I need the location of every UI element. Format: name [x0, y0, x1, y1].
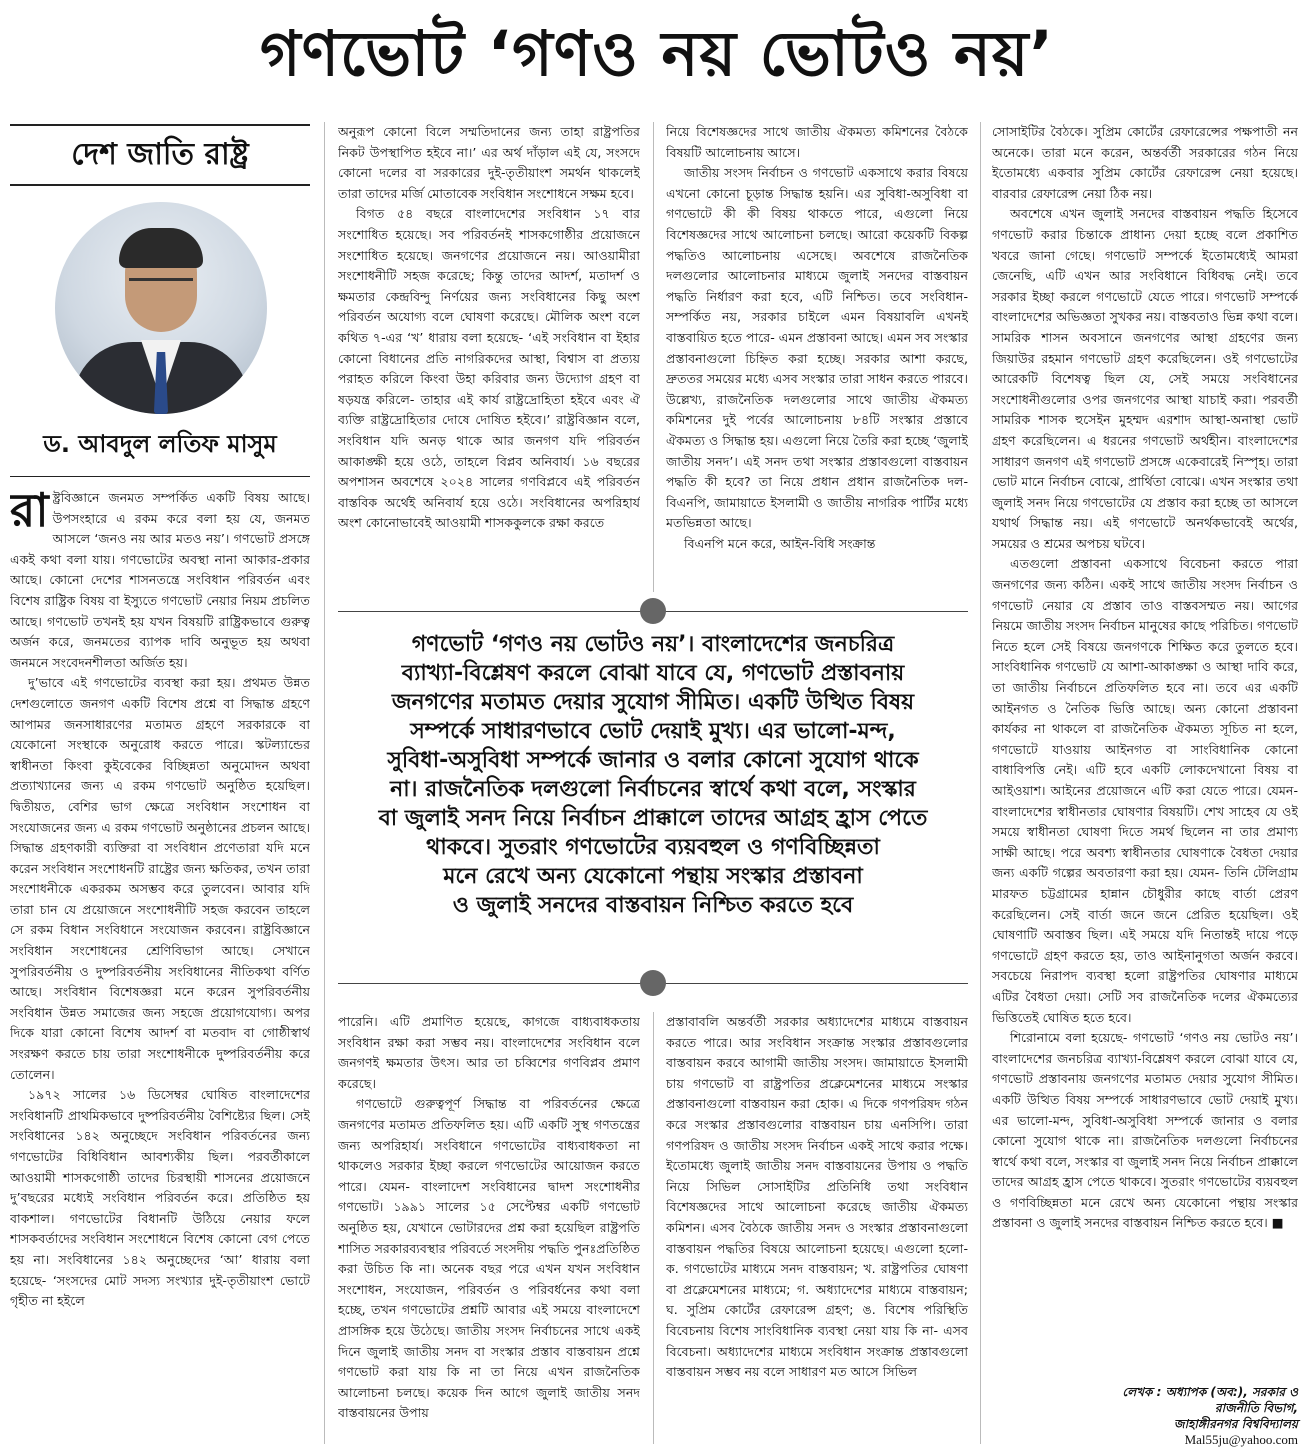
- col1-paragraph-1: ষ্ট্রবিজ্ঞানে জনমত সম্পর্কিত একটি বিষয় আছে। উপসংহারে এ রকম করে বলা হয় যে, জনমত আসলে ‘জনও নয় আর মতও নয়’। গণভোট প্রসঙ্গে একই কথা বলা যায়। গণভোটের অবস্থা নানা আকার-প্রকার আছে। কোনো দেশের শাসনতন্ত্রে সংবিধান পরিবর্তন এবং বিশেষ রাষ্ট্রিক বিষয় বা ইস্যুতে গণভোট নেয়ার নিয়ম প্রচলিত আছে। গণভোট তখনই হয় যখন বিষয়টি রাষ্ট্রিকভাবে গুরুত্ব অর্জন করে, জনমতের ব্যাপক দাবি অনুভূত হয় অথবা জনমনে সংবেদনশীলতা অর্জিত হয়।: [10, 490, 310, 670]
- pullquote-line: না। রাজনৈতিক দলগুলো নির্বাচনের স্বার্থে কথা বলে, সংস্কার: [390, 777, 916, 802]
- column-3-top: [666, 122, 968, 588]
- author-email: Mal55ju@yahoo.com: [1184, 1432, 1298, 1447]
- pullquote-line: ব্যাখ্যা-বিশ্লেষণ করলে বোঝা যাবে যে, গণভোট প্রস্তাবনায়: [401, 661, 905, 686]
- col4-paragraph-1: সোসাইটির বৈঠকে। সুপ্রিম কোর্টের রেফারেন্সের পক্ষপাতী নন অনেকে। তারা মনে করেন, অন্তর্বর্তী সরকারের গঠন নিয়ে ইতোমধ্যে একবার সুপ্রিম কোর্টের রেফারেন্স নেয়া হয়েছে। বারবার রেফারেন্স নেয়া ঠিক নয়।: [992, 124, 1298, 201]
- col2-top-paragraph-1: অনুরূপ কোনো বিলে সম্মতিদানের জন্য তাহা রাষ্ট্রপতির নিকট উপস্থাপিত হইবে না।’ এর অর্থ দাঁড়াল এই যে, সংসদে কোনো দলের বা সরকারের দুই-তৃতীয়াংশ সমর্থন থাকলেই তারা তাদের মর্জি মোতাবেক সংবিধান সংশোধনে সক্ষম হবে।: [338, 124, 640, 201]
- pullquote-line: সম্পর্কে সাধারণভাবে ভোট দেয়াই মুখ্য। এর ভালো-মন্দ,: [410, 719, 896, 744]
- drop-cap: রা: [10, 488, 49, 537]
- section-rule-bottom: [10, 184, 310, 186]
- column-4: [992, 122, 1298, 1380]
- col2-bottom-paragraph-1: পারেনি। এটি প্রমাণিত হয়েছে, কাগজে বাধ্যবাধকতায় সংবিধান রক্ষা করা সম্ভব নয়। বাংলাদেশের সংবিধান বলে জনগণই ক্ষমতার উৎস। আর তা চব্বিশের গণবিপ্লব প্রমাণ করেছে।: [338, 1014, 640, 1091]
- column-divider-3: [980, 122, 981, 1444]
- pullquote-line: গণভোট ‘গণও নয় ভোটও নয়’। বাংলাদেশের জনচরিত্র: [411, 632, 895, 657]
- col3-top-paragraph-1: নিয়ে বিশেষজ্ঞদের সাথে জাতীয় ঐকমত্য কমিশনের বৈঠকে বিষয়টি আলোচনায় আসে।: [666, 124, 968, 160]
- col4-paragraph-4: শিরোনামে বলা হয়েছে- গণভোট ‘গণও নয় ভোটও নয়’। বাংলাদেশের জনচরিত্র ব্যাখ্যা-বিশ্লেষণ করলে বোঝা যাবে যে, গণভোট প্রস্তাবনায় জনগণের মতামত দেয়ার সুযোগ সীমিত। একটি উত্থিত বিষয় সম্পর্কে সাধারণভাবে ভোট দেয়াই মুখ্য। এর ভালো-মন্দ, সুবিধা-অসুবিধা সম্পর্কে জানার ও বলার কোনো সুযোগ থাকে না। রাজনৈতিক দলগুলো নির্বাচনের স্বার্থে কথা বলে, সংস্কার বা জুলাই সনদ নিয়ে নির্বাচন প্রাক্কালে তাদের আগ্রহ হ্রাস পেতে থাকবে। সুতরাং গণভোটের ব্যয়বহুল ও গণবিচ্ছিন্নতা মনে রেখে অন্য যেকোনো পন্থায় সংস্কার প্রস্তাবনা ও জুলাই সনদের বাস্তবায়ন নিশ্চিত করতে হবে। ■: [992, 1030, 1298, 1231]
- column-divider-1: [324, 122, 325, 1444]
- column-divider-2-bottom: [653, 1012, 654, 1444]
- author-name: ড. আবদুল লতিফ মাসুম: [43, 430, 277, 458]
- headline: গণভোট ‘গণও নয় ভোটও নয়’: [259, 17, 1054, 90]
- col2-bottom-paragraph-2: গণভোটে গুরুত্বপূর্ণ সিদ্ধান্ত বা পরিবর্তনের ক্ষেত্রে জনগণের মতামত প্রতিফলিত হয়। এটি একটি সুস্থ গণতন্ত্রের জন্য অপরিহার্য। সংবিধানে গণভোটের বাধ্যবাধকতা না থাকলেও সরকার ইচ্ছা করলে গণভোটের আয়োজন করতে পারে। যেমন- বাংলাদেশ সংবিধানের দ্বাদশ সংশোধনীর গণভোট। ১৯৯১ সালের ১৫ সেপ্টেম্বর একটি গণভোট অনুষ্ঠিত হয়, যেখানে ভোটারদের প্রশ্ন করা হয়েছিল রাষ্ট্রপতি শাসিত সরকারব্যবস্থার পরিবর্তে সংসদীয় পদ্ধতি পুনঃপ্রতিষ্ঠিত করা উচিত কি না। অনেক বছর পরে এখন যখন সংবিধান সংশোধন, সংযোজন, পরিবর্তন ও পরিবর্ধনের কথা বলা হচ্ছে, তখন গণভোটের প্রশ্নটি আবার এই সময়ে বাংলাদেশে প্রাসঙ্গিক হয়ে উঠেছে। জাতীয় সংসদ নির্বাচনের সাথে একই দিনে জুলাই জাতীয় সনদ বা সংস্কার প্রস্তাব বাস্তবায়ন প্রশ্নে গণভোট করা যায় কি না তা নিয়ে এখন রাজনৈতিক আলোচনা চলছে। কয়েক দিন আগে জুলাই জাতীয় সনদ বাস্তবায়নের উপায়: [338, 1096, 640, 1421]
- column-divider-2-top: [653, 122, 654, 592]
- pullquote-line: জনগণের মতামত দেয়ার সুযোগ সীমিত। একটি উত্থিত বিষয়: [391, 690, 915, 715]
- column-3-bottom: [666, 1012, 968, 1444]
- col4-paragraph-3: এতগুলো প্রস্তাবনা একসাথে বিবেচনা করতে পারা জনগণের জন্য কঠিন। একই সাথে জাতীয় সংসদ নির্বাচন ও গণভোট নেয়ার যে প্রস্তাব তাও বাস্তবসম্মত নয়। আগের নিয়মে জাতীয় সংসদ নির্বাচন মানুষের কাছে পরিচিত। গণভোট নিতে হলে সেই বিষয়ে জনগণকে শিক্ষিত করে তুলতে হবে। সাংবিধানিক গণভোট যে আশা-আকাঙ্ক্ষা ও আস্থা দাবি করে, তা জাতীয় নির্বাচনে প্রতিফলিত হবে না। তবে এর একটি আইনগত ও নৈতিক ভিত্তি আছে। অন্য কোনো প্রস্তাবনা কার্যকর না থাকলে বা রাজনৈতিক ঐকমত্য সূচিত না হলে, গণভোটে যাওয়ায় আইনগত বা সাংবিধানিক কোনো বাধাবিপত্তি নেই। এটি হবে একটি লোকদেখানো বিষয় বা আইওয়াশ। আইনের প্রয়োজনে এটি করা যেতে পারে। যেমন- বাংলাদেশের স্বাধীনতার ঘোষণার বিষয়টি। শেখ সাহেব যে ওই সময়ে স্বাধীনতা ঘোষণা দিতে সমর্থ ছিলেন না তার প্রমাণ্য সাক্ষী আছে। পরে অবশ্য স্বাধীনতার ঘোষণাকে বৈধতা দেয়ার জন্য একটি গল্পের অবতারণা করা হয়। যেমন- তিনি টেলিগ্রাম মারফত চট্টগ্রামের হান্নান চৌধুরীর কাছে বার্তা প্রেরণ করেছিলেন। সেই বার্তা জনে জনে প্রেরিত হয়েছিল। ওই ঘোষণাটি অবাস্তব ছিল। এই সময়ে যদি নিতান্তই দায়ে পড়ে গণভোটে গ্রহণ করতে হয়, তাও আইনানুগতা অর্জন করবে। সবচেয়ে নিরাপদ ব্যবস্থা হলো রাষ্ট্রপতির ঘোষণার মাধ্যমে এটির বৈধতা দেয়া। সেটি সব রাজনৈতিক দলের ঐকমত্যের ভিত্তিতেই ঘোষিত হতে হবে।: [992, 556, 1298, 1025]
- col1-paragraph-2: দু’ভাবে এই গণভোটের ব্যবস্থা করা হয়। প্রথমত উন্নত দেশগুলোতে জনগণ একটি বিশেষ প্রশ্নে বা সিদ্ধান্ত গ্রহণে আপামর জনসাধারণের মতামত গ্রহণে সরকারকে বা যেকোনো সংস্থাকে অনুরোধ করতে পারে। স্কটল্যান্ডের স্বাধীনতা কিংবা কুইবেকের বিচ্ছিন্নতা অনুমোদন অথবা প্রত্যাখ্যানের জন্য এ রকম গণভোট অনুষ্ঠিত হয়েছিল। দ্বিতীয়ত, বেশির ভাগ ক্ষেত্রে সংবিধান সংশোধন বা সংযোজনের জন্য এ রকম গণভোট অনুষ্ঠানের প্রচলন আছে। সিদ্ধান্ত গ্রহণকারী ব্যক্তিরা বা সংবিধান প্রণেতারা যদি মনে করেন সংবিধান সংশোধনটি রাষ্ট্রের জন্য ক্ষতিকর, তখন তারা সংশোধনীকে একরকম অসম্ভব করে তুলবেন। আবার যদি তারা চান যে প্রয়োজনে সংশোধনীটি সহজ করবেন তাহলে সে রকম বিধান সংবিধানে সংযোজন করবেন। রাষ্ট্রবিজ্ঞানে সংবিধান সংশোধনের শ্রেণিবিভাগ আছে। সেখানে সুপরিবর্তনীয় ও দুষ্পরিবর্তনীয় সংবিধানের নীতিকথা বর্ণিত আছে। সংবিধান বিশেষজ্ঞরা মনে করেন সুপরিবর্তনীয় সংবিধান উন্নত সমাজের জন্য সহজে প্রয়োগযোগ্য। অপর দিকে যারা কোনো বিশেষ আদর্শ বা মতবাদ বা গোষ্ঠীস্বার্থ সংরক্ষণ করতে চায় তারা সংশোধনীকে দুষ্পরিবর্তনীয় করে তোলেন।: [10, 675, 310, 1082]
- column-2-top: [338, 122, 640, 588]
- col3-top-paragraph-3: বিএনপি মনে করে, আইন-বিধি সংক্রান্ত: [684, 535, 876, 551]
- author-photo: [55, 202, 267, 414]
- pullquote-dot-bottom: [640, 970, 666, 996]
- author-signature: [990, 1384, 1298, 1448]
- pullquote-line: সুবিধা-অসুবিধা সম্পর্কে জানার ও বলার কোনো সুযোগ থাকে: [387, 748, 919, 773]
- pull-quote: [340, 630, 966, 960]
- signature-line-1: লেখক : অধ্যাপক (অব:), সরকার ও: [1122, 1385, 1298, 1399]
- signature-line-3: জাহাঙ্গীরনগর বিশ্ববিদ্যালয়: [1173, 1417, 1298, 1431]
- col1-paragraph-3: ১৯৭২ সালের ১৬ ডিসেম্বর ঘোষিত বাংলাদেশের সংবিধানটি প্রাথমিকভাবে দুষ্পরিবর্তনীয় বৈশিষ্ট্যের ছিল। সেই সংবিধানের ১৪২ অনুচ্ছেদে সংবিধান পরিবর্তনের জন্য গণভোটের বিধিবিধান আবশ্যকীয় ছিল। পরবর্তীকালে আওয়ামী শাসকগোষ্ঠী তাদের চিরস্থায়ী শাসনের প্রয়োজনে দু’বছরের মধ্যেই সংবিধান পরিবর্তন করে। প্রতিষ্ঠিত হয় বাকশাল। গণভোটের বিধানটি উঠিয়ে নেয়ার ফলে শাসকবর্তাদের সংবিধান সংশোধনে বিশেষ কোনো বেগ পেতে হয় না। সংবিধানের ১৪২ অনুচ্ছেদের ‘আ’ ধারায় বলা হয়েছে- ‘সংসদের মোট সদস্য সংখ্যার দুই-তৃতীয়াংশ ভোটে গৃহীত না হইলে: [10, 1087, 310, 1309]
- pullquote-line: বা জুলাই সনদ নিয়ে নির্বাচন প্রাক্কালে তাদের আগ্রহ হ্রাস পেতে: [378, 806, 928, 831]
- signature-line-2: রাজনীতি বিভাগ,: [1215, 1401, 1298, 1415]
- pullquote-line: থাকবে। সুতরাং গণভোটের ব্যয়বহুল ও গণবিচ্ছিন্নতা: [426, 835, 880, 860]
- column-1: [10, 488, 310, 1444]
- column-2-bottom: [338, 1012, 640, 1444]
- col3-top-paragraph-2: জাতীয় সংসদ নির্বাচন ও গণভোট একসাথে করার বিষয়ে এখনো কোনো চূড়ান্ত সিদ্ধান্ত হয়নি। এর সুবিধা-অসুবিধা বা গণভোটে কী কী বিষয় থাকতে পারে, এগুলো নিয়ে বিশেষজ্ঞদের সাথে আলোচনা চলছে। আরো কয়েকটি বিকল্প পদ্ধতিও আলোচনায় এসেছে। অবশেষে রাজনৈতিক দলগুলোর আলোচনার মাধ্যমে জুলাই সনদের বাস্তবায়ন পদ্ধতি নির্ধারণ করা হবে, এটি নিশ্চিত। তবে সংবিধান-সম্পর্কিত নয়, সরকার চাইলে এমন বিষয়াবলি এখনই বাস্তবায়িত হতে পারে- এমন প্রস্তাবনা আছে। এমন সব সংস্কার প্রস্তাবনাগুলো চিহ্নিত করা হচ্ছে। সরকার আশা করছে, দ্রুততর সময়ের মধ্যে এসব সংস্কার তারা সাধন করতে পারবে। উল্লেখ্য, রাজনৈতিক দলগুলোর সাথে জাতীয় ঐকমত্য কমিশনের দুই পর্বের আলোচনায় ৮৪টি সংস্কার প্রস্তাবে ঐকমত্য ও সিদ্ধান্ত হয়। এগুলো নিয়ে তৈরি করা হচ্ছে ‘জুলাই জাতীয় সনদ’। এই সনদ তথা সংস্কার প্রস্তাবগুলো বাস্তবায়ন পদ্ধতি কী হবে? তা নিয়ে প্রধান প্রধান রাজনৈতিক দল- বিএনপি, জামায়াতে ইসলামী ও জাতীয় নাগরিক পার্টির মধ্যে মতভিন্নতা আছে।: [666, 165, 968, 531]
- section-rule-top: [10, 124, 310, 126]
- pullquote-dot-top: [640, 598, 666, 624]
- pullquote-line: ও জুলাই সনদের বাস্তবায়ন নিশ্চিত করতে হবে: [452, 893, 854, 918]
- section-title: দেশ জাতি রাষ্ট্র: [71, 137, 249, 172]
- pullquote-line: মনে রেখে অন্য যেকোনো পন্থায় সংস্কার প্রস্তাবনা: [443, 864, 863, 889]
- col3-bottom-paragraph-1: প্রস্তাবাবলি অন্তর্বর্তী সরকার অধ্যাদেশের মাধ্যমে বাস্তবায়ন করতে পারে। আর সংবিধান সংক্রান্ত সংস্কার প্রস্তাবগুলোর বাস্তবায়ন করবে আগামী জাতীয় সংসদ। জামায়াতে ইসলামী চায় গণভোট বা রাষ্ট্রপতির প্রক্লেমেশনের মাধ্যমে সংস্কার প্রস্তাবনাগুলো বাস্তবায়ন করা হোক। এ দিকে গণপরিষদ গঠন করে সংস্কার প্রস্তাবগুলোর বাস্তবায়ন চায় এনসিপি। তারা গণপরিষদ ও জাতীয় সংসদ নির্বাচন একই সাথে করার পক্ষে। ইতোমধ্যে জুলাই জাতীয় সনদ বাস্তবায়নের উপায় ও পদ্ধতি নিয়ে সিভিল সোসাইটির প্রতিনিধি তথা সংবিধান বিশেষজ্ঞদের সাথে আলোচনা করেছে জাতীয় ঐকমত্য কমিশন। এসব বৈঠকে জাতীয় সনদ ও সংস্কার প্রস্তাবনাগুলো বাস্তবায়ন পদ্ধতির বিষয়ে আলোচনা হয়েছে। এগুলো হলো- ক. গণভোটের মাধ্যমে সনদ বাস্তবায়ন; খ. রাষ্ট্রপতির ঘোষণা বা প্রক্লেমেশনের মাধ্যমে; গ. অধ্যাদেশের মাধ্যমে বাস্তবায়ন; ঘ. সুপ্রিম কোর্টের রেফারেন্স গ্রহণ; ঙ. বিশেষ পরিস্থিতি বিবেচনায় বিশেষ সাংবিধানিক ব্যবস্থা নেয়া যায় কি না- এসব বিবেচনা। অধ্যাদেশের মাধ্যমে সংবিধান সংক্রান্ত প্রস্তাবগুলো বাস্তবায়ন সম্ভব নয় বলে সাধারণ মত আসে সিভিল: [666, 1014, 968, 1380]
- col2-top-paragraph-2: বিগত ৫৪ বছরে বাংলাদেশের সংবিধান ১৭ বার সংশোধিত হয়েছে। সব পরিবর্তনই শাসকগোষ্ঠীর প্রয়োজনে সংশোধিত হয়েছে। জনগণের প্রয়োজনে নয়। আওয়ামীরা সংশোধনীটি সহজ করেছে; কিন্তু তাদের আদর্শ, মতাদর্শ ও ক্ষমতার কেন্দ্রবিন্দু নির্ণয়ের জন্য সংবিধানের কিছু অংশ পরিবর্তন অযোগ্য বলে ঘোষণা করেছে। মৌলিক অংশ বলে কথিত ৭-এর ‘খ’ ধারায় বলা হয়েছে- ‘এই সংবিধান বা ইহার কোনো বিধানের প্রতি নাগরিকদের আস্থা, বিশ্বাস বা প্রত্যয় পরাহত করিলে কিংবা উহা করিবার জন্য উদ্যোগ গ্রহণ বা ষড়যন্ত্র করিলে- তাহার এই কার্য রাষ্ট্রদ্রোহিতা হইবে এবং ঐ ব্যক্তি রাষ্ট্রদ্রোহিতার দোষে দোষিত হইবে।’ রাষ্ট্রবিজ্ঞান বলে, সংবিধান যদি অনড় থাকে আর জনগণ যদি পরিবর্তন আকাঙ্ক্ষী হয়ে ওঠে, তাহলে বিপ্লব অনিবার্য। ১৬ বছরের অপশাসন অবশেষে ২০২৪ সালের গণবিপ্লবে এই পরিবর্তন বাস্তবিক অর্থেই অনিবার্য হয়ে ওঠে। সংবিধানের অপরিহার্য অংশ কোনোভাবেই আওয়ামী শাসককুলকে রক্ষা করতে: [338, 206, 640, 531]
- author-rule: [10, 476, 310, 477]
- col4-paragraph-2: অবশেষে এখন জুলাই সনদের বাস্তবায়ন পদ্ধতি হিসেবে গণভোট করার চিন্তাকে প্রাধান্য দেয়া হচ্ছে বলে প্রকাশিত খবরে জানা গেছে। গণভোট সম্পর্কে ইতোমধ্যেই আমরা জেনেছি, এটি এখন আর সংবিধানে বিধিবদ্ধ নেই। তবে সরকার ইচ্ছা করলে গণভোটে যেতে পারে। গণভোট সম্পর্কে বাংলাদেশের অভিজ্ঞতা সুখকর নয়। বাস্তবতাও ভিন্ন কথা বলে। সামরিক শাসন অবসানে জনগণের আস্থা গ্রহণের জন্য জিয়াউর রহমান গণভোট গ্রহণ করেছিলেন। ওই গণভোটের আরেকটি বিশেষত্ব ছিল যে, সেই সময়ে সংবিধানের সংশোধনীগুলোর ওপর জনগণের আস্থা যাচাই করা। পরবর্তী সামরিক শাসক হুসেইন মুহম্মদ এরশাদ আস্থা-অনাস্থা ভোট গ্রহণ করেছিলেন। এ ধরনের গণভোট অর্থহীন। বাংলাদেশের সাধারণ জনগণ এই গণভোট প্রসঙ্গে একেবারেই নিস্পৃহ। তারা ভোট মানে নির্বাচন বোঝে, প্রার্থিতা বোঝে। এখন সংস্কার তথা জুলাই সনদ নিয়ে গণভোটের যে প্রস্তাব করা হচ্ছে তা আসলে যথার্থ সিদ্ধান্ত নয়। এই গণভোটে অনর্থকভাবেই অর্থের, সময়ের ও শ্রমের অপচয় ঘটবে।: [992, 206, 1298, 551]
